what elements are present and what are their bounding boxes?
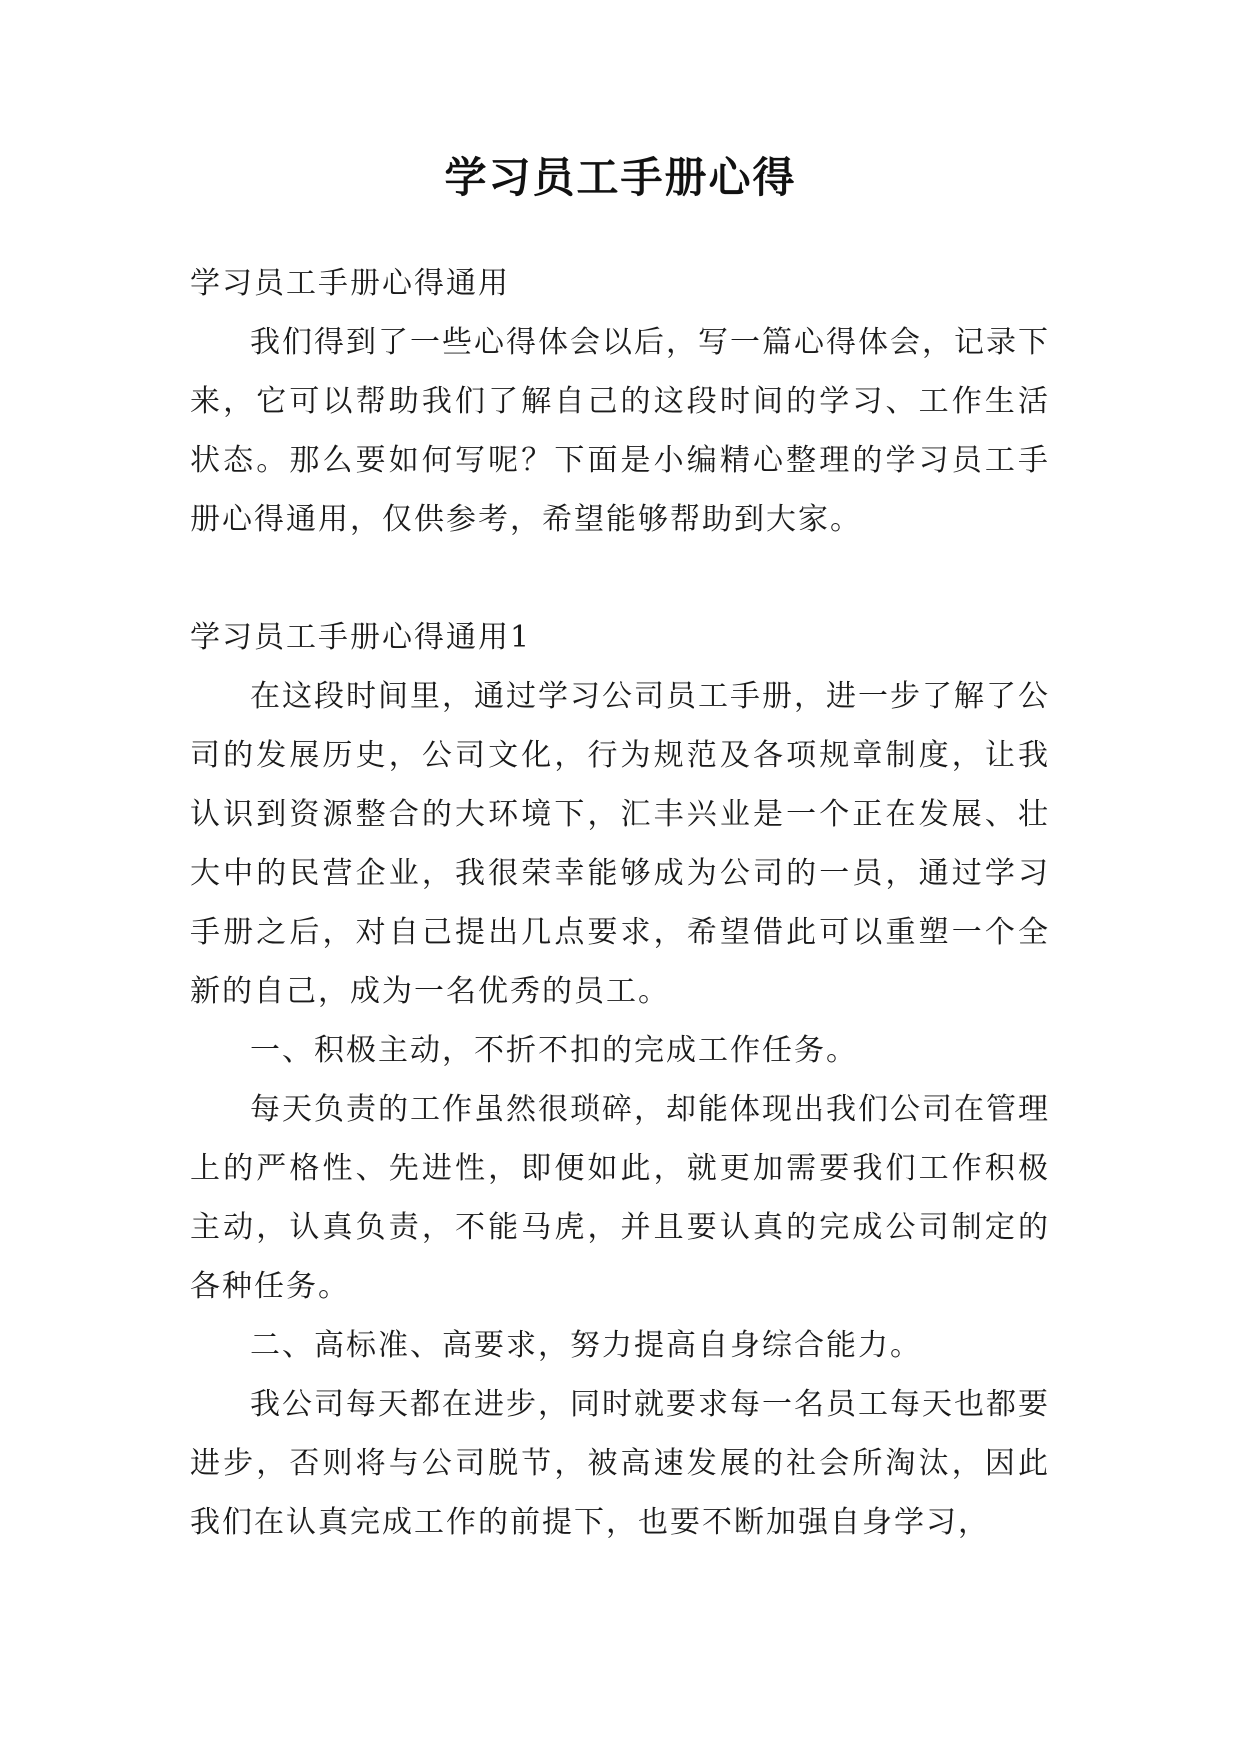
paragraph: 二、高标准、高要求，努力提高自身综合能力。 bbox=[250, 1328, 922, 1363]
paragraph: 在这段时间里，通过学习公司员工手册，进一步了解了公司的发展历史，公司文化，行为规范及各项规章制度，让我认识到资源整合的大环境下，汇丰兴业是一个正在发展、壮大中的民营企业，我很荣幸能够成为公司的一员，通过学习手册之后，对自己提出几点要求，希望借此可以重塑一个全新的自己，成为一名优秀的员工。 bbox=[190, 679, 1050, 1009]
section-heading: 学习员工手册心得通用 bbox=[190, 266, 510, 301]
section-heading: 学习员工手册心得通用1 bbox=[190, 620, 532, 655]
paragraph: 我公司每天都在进步，同时就要求每一名员工每天也都要进步，否则将与公司脱节，被高速发展的社会所淘汰，因此我们在认真完成工作的前提下，也要不断加强自身学习， bbox=[190, 1387, 1050, 1540]
document-title: 学习员工手册心得 bbox=[444, 153, 797, 202]
blank-line bbox=[190, 549, 1050, 608]
paragraph: 一、积极主动，不折不扣的完成工作任务。 bbox=[250, 1033, 858, 1068]
paragraph: 我们得到了一些心得体会以后，写一篇心得体会，记录下来，它可以帮助我们了解自己的这段时间的学习、工作生活状态。那么要如何写呢？下面是小编精心整理的学习员工手册心得通用，仅供参考，希望能够帮助到大家。 bbox=[190, 325, 1050, 537]
paragraph: 每天负责的工作虽然很琐碎，却能体现出我们公司在管理上的严格性、先进性，即便如此，就更加需要我们工作积极主动，认真负责，不能马虎，并且要认真的完成公司制定的各种任务。 bbox=[190, 1092, 1050, 1304]
document-body bbox=[190, 254, 1050, 1552]
